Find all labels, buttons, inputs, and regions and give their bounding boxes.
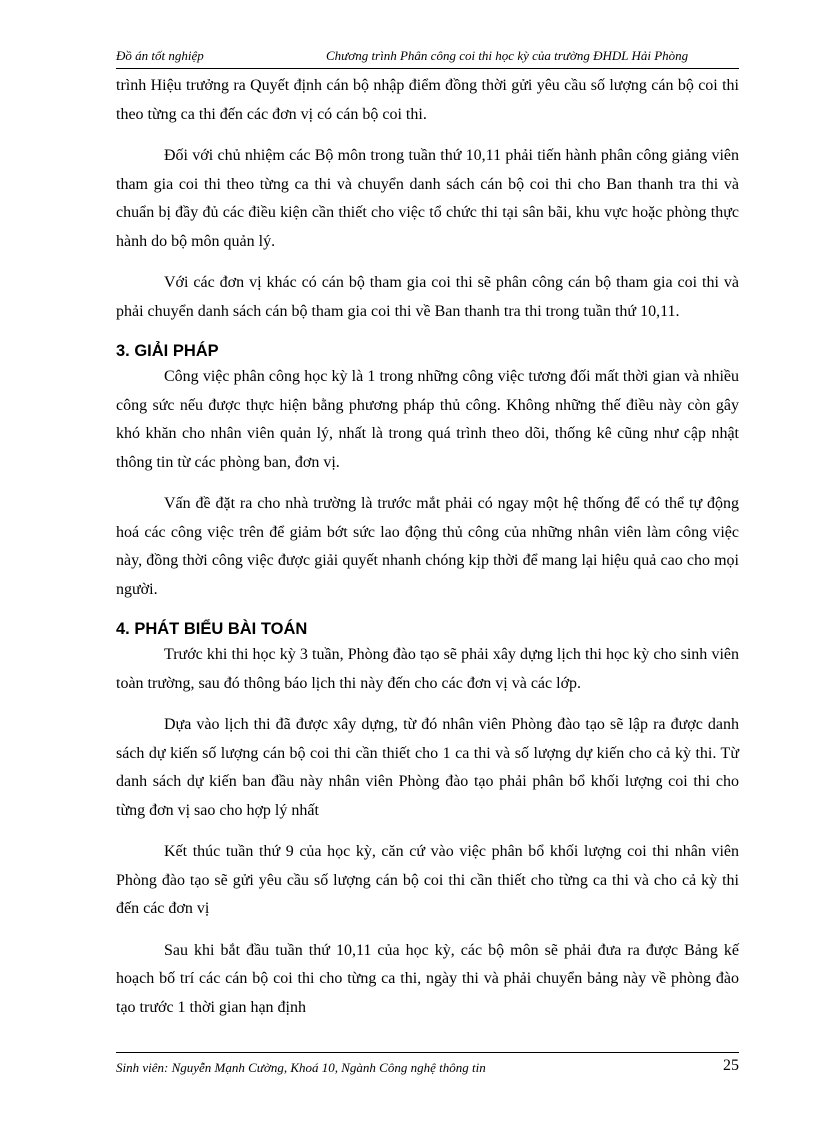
page-footer [116, 1052, 739, 1079]
paragraph-other-units: Với các đơn vị khác có cán bộ tham gia coi thi sẽ phân công cán bộ tham gia coi thi và phải chuyển danh sách cán bộ tham gia coi thi về Ban thanh tra thi trong tuần thứ 10,11. [116, 274, 739, 320]
section-heading-problem-statement: 4. PHÁT BIỂU BÀI TOÁN [116, 620, 308, 638]
header-left-text: Đồ án tốt nghiệp [116, 48, 204, 63]
page-content [116, 72, 739, 1035]
paragraph-problem-3: Kết thúc tuần thứ 9 của học kỳ, căn cứ vào việc phân bổ khối lượng coi thi nhân viên Phòng đào tạo sẽ gửi yêu cầu số lượng cán bộ coi thi cần thiết cho từng ca thi và cho cả kỳ thi đến các đơn vị [116, 843, 739, 917]
page-header [116, 48, 739, 69]
paragraph-problem-2: Dựa vào lịch thi đã được xây dựng, từ đó nhân viên Phòng đào tạo sẽ lập ra được danh sách dự kiến số lượng cán bộ coi thi cần thiết cho 1 ca thi và số lượng dự kiến cho cả kỳ thi. Từ danh sách dự kiến ban đầu này nhân viên Phòng đào tạo phải phân bổ khối lượng coi thi cho từng đơn vị sao cho hợp lý nhất [116, 716, 739, 819]
paragraph-continuation: trình Hiệu trưởng ra Quyết định cán bộ nhập điểm đồng thời gửi yêu cầu số lượng cán bộ coi thi theo từng ca thi đến các đơn vị có cán bộ coi thi. [116, 77, 739, 123]
footer-student-info: Sinh viên: Nguyễn Mạnh Cường, Khoá 10, Ngành Công nghệ thông tin [116, 1060, 486, 1075]
paragraph-problem-4: Sau khi bắt đầu tuần thứ 10,11 của học kỳ, các bộ môn sẽ phải đưa ra được Bảng kế hoạch bố trí các cán bộ coi thi cho từng ca thi, ngày thi và phải chuyển bảng này về phòng đào tạo trước 1 thời gian hạn định [116, 941, 739, 1016]
paragraph-solution-1: Công việc phân công học kỳ là 1 trong những công việc tương đối mất thời gian và nhiều công sức nếu được thực hiện bằng phương pháp thủ công. Không những thế điều này còn gây khó khăn cho nhân viên quản lý, nhất là trong quá trình theo dõi, thống kê cũng như cập nhật thông tin từ các phòng ban, đơn vị. [116, 368, 739, 471]
section-heading-solution: 3. GIẢI PHÁP [116, 342, 219, 360]
header-right-text: Chương trình Phân công coi thi học kỳ của trường ĐHDL Hải Phòng [326, 48, 689, 63]
paragraph-problem-1: Trước khi thi học kỳ 3 tuần, Phòng đào tạo sẽ phải xây dựng lịch thi học kỳ cho sinh viên toàn trường, sau đó thông báo lịch thi này đến cho các đơn vị và các lớp. [116, 646, 739, 692]
paragraph-solution-2: Vấn đề đặt ra cho nhà trường là trước mắt phải có ngay một hệ thống để có thể tự động hoá các công việc trên để giảm bớt sức lao động thủ công của những nhân viên làm công việc này, đồng thời công việc được giải quyết nhanh chóng kịp thời để mang lại hiệu quả cao cho mọi người. [116, 495, 739, 598]
paragraph-department-heads: Đối với chủ nhiệm các Bộ môn trong tuần thứ 10,11 phải tiến hành phân công giảng viên tham gia coi thi theo từng ca thi và chuyển danh sách cán bộ coi thi cho Ban thanh tra thi và chuẩn bị đầy đủ các điều kiện cần thiết cho việc tổ chức thi tại sân bãi, khu vực hoặc phòng thực hành do bộ môn quản lý. [116, 147, 739, 250]
page-number: 25 [723, 1057, 739, 1074]
